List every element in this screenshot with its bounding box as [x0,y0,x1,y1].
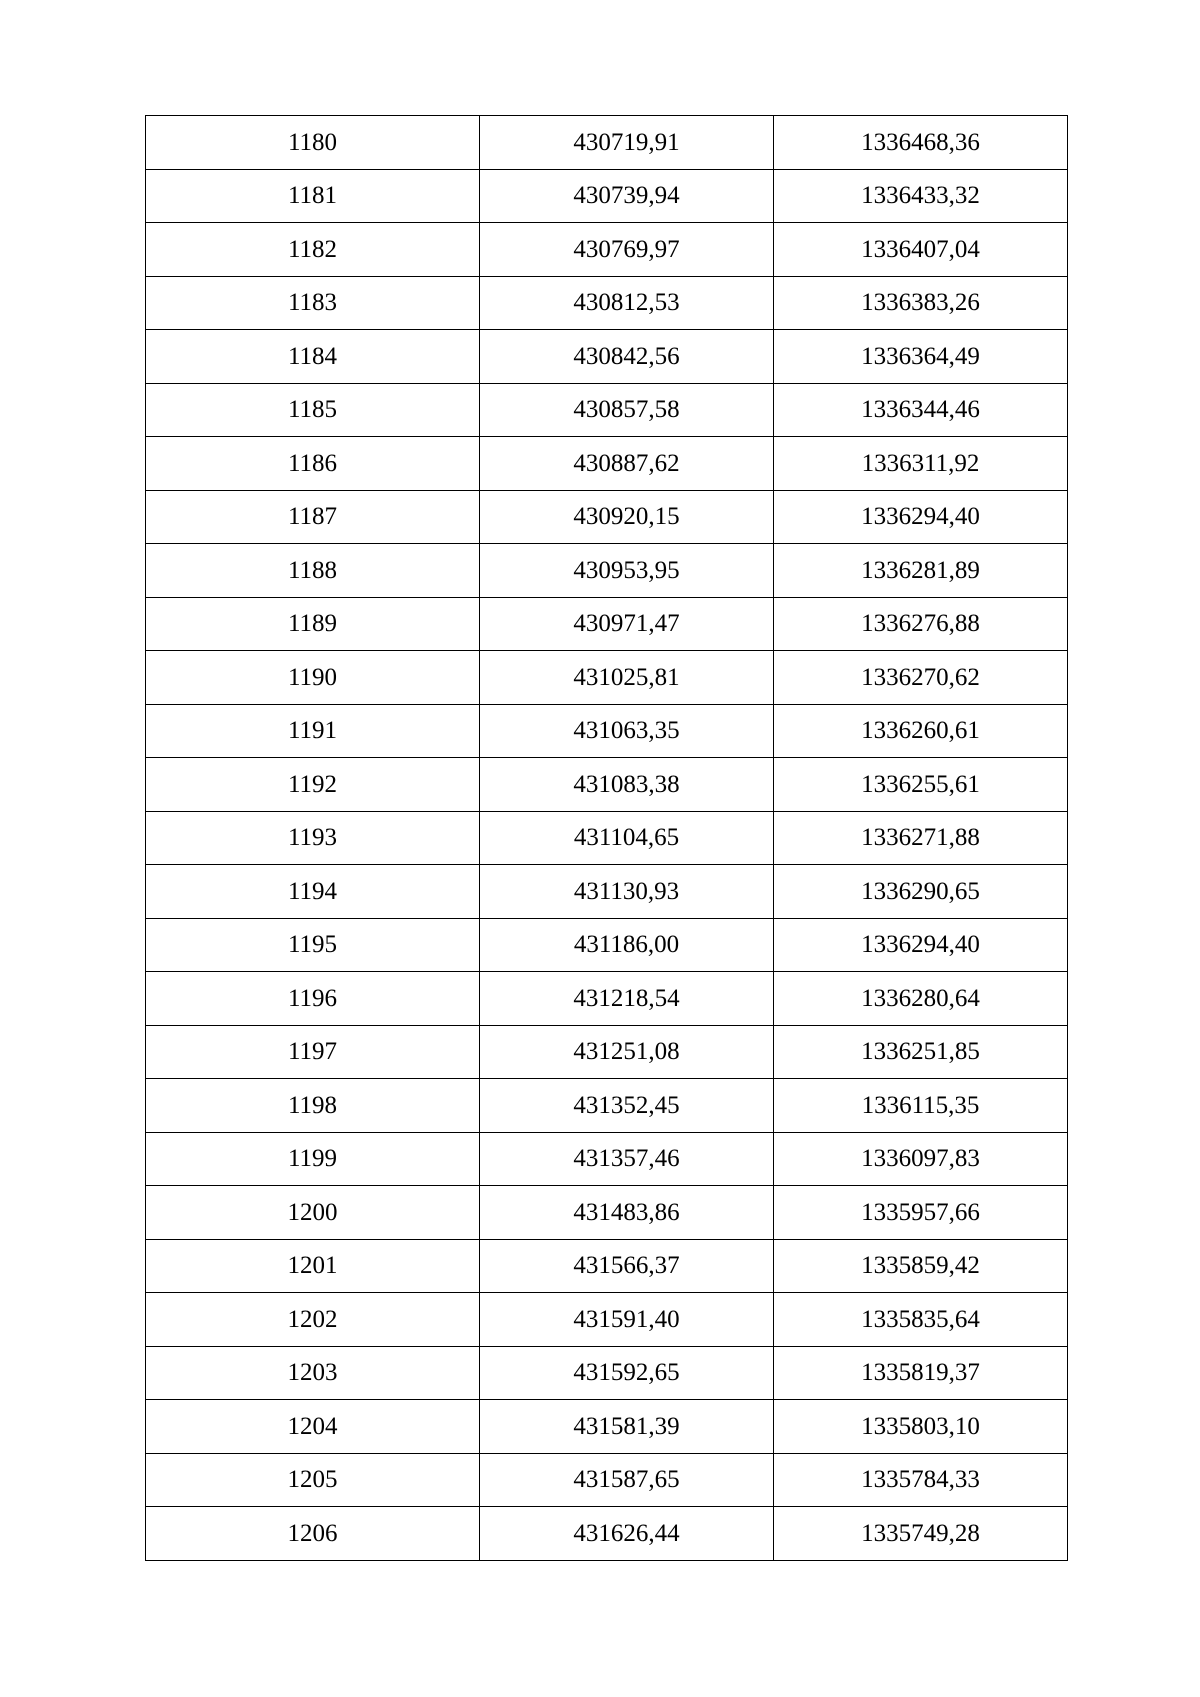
point-number-cell: 1188 [146,544,480,598]
x-coordinate-cell: 431218,54 [480,972,774,1026]
y-coordinate-cell: 1335784,33 [774,1453,1068,1507]
y-coordinate-cell: 1336280,64 [774,972,1068,1026]
table-row [146,1079,1068,1133]
x-coordinate-cell: 430953,95 [480,544,774,598]
y-coordinate-cell: 1335819,37 [774,1346,1068,1400]
x-coordinate-cell: 430769,97 [480,223,774,277]
table-row [146,1400,1068,1454]
x-coordinate-cell: 431104,65 [480,811,774,865]
y-coordinate-cell: 1336115,35 [774,1079,1068,1133]
y-coordinate-cell: 1336290,65 [774,865,1068,919]
y-coordinate-cell: 1336260,61 [774,704,1068,758]
x-coordinate-cell: 431592,65 [480,1346,774,1400]
x-coordinate-cell: 431025,81 [480,651,774,705]
table-row [146,1132,1068,1186]
point-number-cell: 1194 [146,865,480,919]
x-coordinate-cell: 431083,38 [480,758,774,812]
x-coordinate-cell: 430857,58 [480,383,774,437]
table-row [146,169,1068,223]
point-number-cell: 1205 [146,1453,480,1507]
y-coordinate-cell: 1336271,88 [774,811,1068,865]
y-coordinate-cell: 1336294,40 [774,918,1068,972]
table-row [146,597,1068,651]
y-coordinate-cell: 1336383,26 [774,276,1068,330]
y-coordinate-cell: 1336311,92 [774,437,1068,491]
x-coordinate-cell: 430887,62 [480,437,774,491]
x-coordinate-cell: 431581,39 [480,1400,774,1454]
x-coordinate-cell: 431483,86 [480,1186,774,1240]
table-row [146,1453,1068,1507]
table-row [146,1507,1068,1561]
table-row [146,972,1068,1026]
x-coordinate-cell: 431251,08 [480,1025,774,1079]
table-row [146,437,1068,491]
point-number-cell: 1190 [146,651,480,705]
point-number-cell: 1199 [146,1132,480,1186]
table-row [146,116,1068,170]
y-coordinate-cell: 1335803,10 [774,1400,1068,1454]
table-row [146,865,1068,919]
point-number-cell: 1202 [146,1293,480,1347]
point-number-cell: 1198 [146,1079,480,1133]
table-row [146,490,1068,544]
table-row [146,704,1068,758]
point-number-cell: 1201 [146,1239,480,1293]
y-coordinate-cell: 1336270,62 [774,651,1068,705]
table-row [146,1186,1068,1240]
x-coordinate-cell: 430812,53 [480,276,774,330]
point-number-cell: 1185 [146,383,480,437]
point-number-cell: 1196 [146,972,480,1026]
point-number-cell: 1203 [146,1346,480,1400]
table-row [146,758,1068,812]
point-number-cell: 1184 [146,330,480,384]
y-coordinate-cell: 1336294,40 [774,490,1068,544]
point-number-cell: 1193 [146,811,480,865]
y-coordinate-cell: 1336097,83 [774,1132,1068,1186]
y-coordinate-cell: 1336433,32 [774,169,1068,223]
table-row [146,1293,1068,1347]
point-number-cell: 1187 [146,490,480,544]
y-coordinate-cell: 1335749,28 [774,1507,1068,1561]
point-number-cell: 1206 [146,1507,480,1561]
point-number-cell: 1192 [146,758,480,812]
y-coordinate-cell: 1335835,64 [774,1293,1068,1347]
x-coordinate-cell: 430971,47 [480,597,774,651]
coordinates-table [145,115,1068,1561]
point-number-cell: 1197 [146,1025,480,1079]
table-row [146,276,1068,330]
point-number-cell: 1181 [146,169,480,223]
y-coordinate-cell: 1336251,85 [774,1025,1068,1079]
x-coordinate-cell: 431063,35 [480,704,774,758]
table-row [146,651,1068,705]
y-coordinate-cell: 1336276,88 [774,597,1068,651]
table-row [146,1025,1068,1079]
table-row [146,918,1068,972]
point-number-cell: 1195 [146,918,480,972]
point-number-cell: 1204 [146,1400,480,1454]
x-coordinate-cell: 430920,15 [480,490,774,544]
table-row [146,223,1068,277]
y-coordinate-cell: 1335957,66 [774,1186,1068,1240]
table-row [146,330,1068,384]
point-number-cell: 1182 [146,223,480,277]
table-row [146,544,1068,598]
x-coordinate-cell: 431357,46 [480,1132,774,1186]
x-coordinate-cell: 431186,00 [480,918,774,972]
point-number-cell: 1183 [146,276,480,330]
point-number-cell: 1191 [146,704,480,758]
x-coordinate-cell: 431352,45 [480,1079,774,1133]
x-coordinate-cell: 430842,56 [480,330,774,384]
y-coordinate-cell: 1336344,46 [774,383,1068,437]
point-number-cell: 1200 [146,1186,480,1240]
y-coordinate-cell: 1336255,61 [774,758,1068,812]
y-coordinate-cell: 1336364,49 [774,330,1068,384]
y-coordinate-cell: 1335859,42 [774,1239,1068,1293]
table-row [146,1239,1068,1293]
table-row [146,383,1068,437]
x-coordinate-cell: 430719,91 [480,116,774,170]
x-coordinate-cell: 431591,40 [480,1293,774,1347]
x-coordinate-cell: 430739,94 [480,169,774,223]
point-number-cell: 1189 [146,597,480,651]
x-coordinate-cell: 431626,44 [480,1507,774,1561]
y-coordinate-cell: 1336407,04 [774,223,1068,277]
x-coordinate-cell: 431587,65 [480,1453,774,1507]
table-row [146,1346,1068,1400]
table-row [146,811,1068,865]
y-coordinate-cell: 1336281,89 [774,544,1068,598]
coordinates-table-body [146,116,1068,1561]
y-coordinate-cell: 1336468,36 [774,116,1068,170]
point-number-cell: 1180 [146,116,480,170]
x-coordinate-cell: 431130,93 [480,865,774,919]
point-number-cell: 1186 [146,437,480,491]
x-coordinate-cell: 431566,37 [480,1239,774,1293]
